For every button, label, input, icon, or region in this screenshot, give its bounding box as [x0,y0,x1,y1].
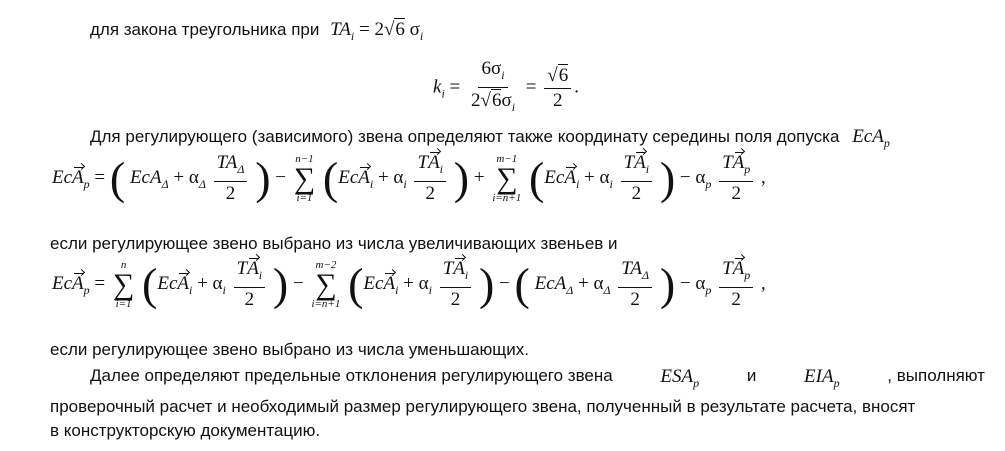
line-1-text: для закона треугольника при [90,20,320,39]
line-2: Для регулирующего (зависимого) звена определяют также координату середины поля допуска EcA$_p$ [90,126,890,150]
formula-decreasing: EcA$_p$ = n ∑ i=1 ($EcA_i + \alpha_i$ $\frac{TA_i}{2}$ ) − m−2 ∑ i=n+1 ($EcA_i + \alpha_i$ $\frac{TA_i}{2}$ ) − ( $EcA_\Delta + \alpha_\Delta$ $\frac{TA_\Delta}{2}$ ) − $\alpha_p$ $\frac{TA_p}{2}$ , [52,258,766,310]
formula-increasing: EcA$_p$ = ( $EcA_\Delta + \alpha_\Delta$ $\frac{TA_\Delta}{2}$ ) − n−1 ∑ i=1 ($EcA_i + \alpha_i$ $\frac{TA_i}{2}$ ) + m−1 ∑ i=n+1 ($EcA_i + \alpha_i$ $\frac{TA_i}{2}$ ) − $\alpha_p$ $\frac{TA_p}{2}$ , [52,152,766,204]
line-3: если регулирующее звено выбрано из числа увеличивающих звеньев и [50,234,618,253]
line-4: если регулирующее звено выбрано из числа уменьшающих. [50,340,530,359]
line-1 [90,18,423,44]
line-5: Далее определяют предельные отклонения регулирующего звена $ESA_p$ и $EIA_p$ , выполняют [90,366,985,390]
k-formula: $k_i$ = $\frac{6\sigma_i}{2√6\sigma_i}$ = $\frac{√6}{2}$ . [433,58,579,118]
k-result-fraction: $\frac{√6}{2}$ [544,64,571,112]
line-6: проверочный расчет и необходимый размер регулирующего звена, полученный в результате расчета, вносят [50,397,916,416]
line-7: в конструкторскую документацию. [50,421,321,440]
k-fraction: $\frac{6\sigma_i}{2√6\sigma_i}$ [471,58,516,114]
ta-i-formula: $TA_i = 2√6$ $\sigma_i$ [330,19,424,43]
